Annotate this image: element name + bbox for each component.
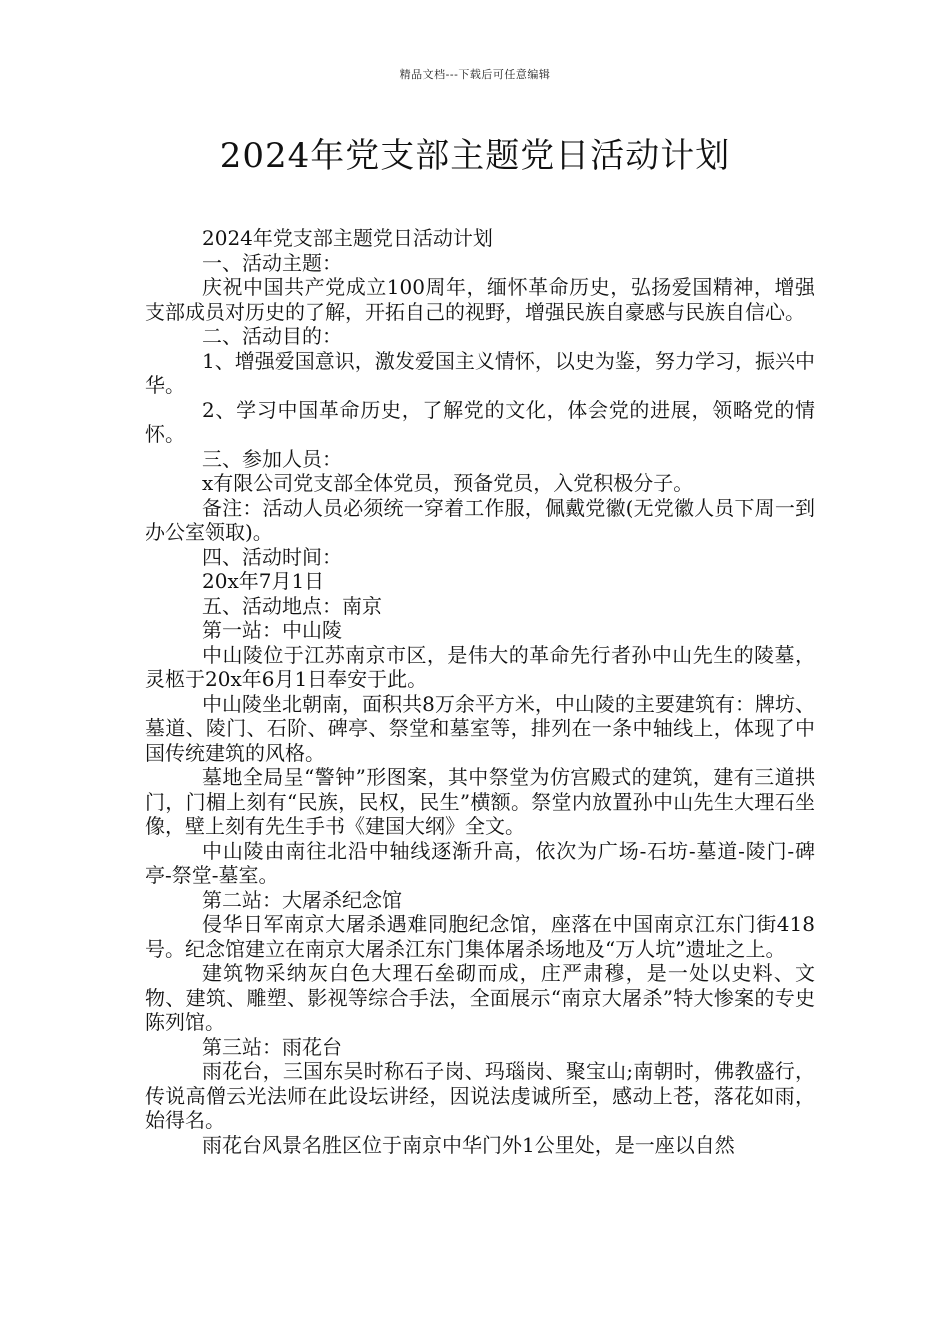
body-paragraph: 庆祝中国共产党成立100周年，缅怀革命历史，弘扬爱国精神，增强支部成员对历史的了解，开拓自己的视野，增强民族自豪感与民族自信心。	[145, 275, 815, 324]
body-paragraph: 侵华日军南京大屠杀遇难同胞纪念馆，座落在中国南京江东门街418号。纪念馆建立在南京大屠杀江东门集体屠杀场地及“万人坑”遗址之上。	[145, 912, 815, 961]
section-heading-purpose: 二、活动目的：	[202, 324, 342, 348]
body-paragraph: 墓地全局呈“警钟”形图案，其中祭堂为仿宫殿式的建筑，建有三道拱门，门楣上刻有“民族，民权，民生”横额。祭堂内放置孙中山先生大理石坐像，壁上刻有先生手书《建国大纲》全文。	[145, 765, 815, 838]
document-title: 2024年党支部主题党日活动计划	[219, 136, 731, 176]
body-paragraph: 1、增强爱国意识，激发爱国主义情怀，以史为鉴，努力学习，振兴中华。	[145, 348, 815, 397]
body-paragraph: 中山陵由南往北沿中轴线逐渐升高，依次为广场-石坊-墓道-陵门-碑亭-祭堂-墓室。	[145, 838, 815, 887]
stop-heading-1: 第一站：中山陵	[202, 618, 342, 642]
body-paragraph: 雨花台风景名胜区位于南京中华门外1公里处，是一座以自然	[202, 1132, 735, 1157]
body-paragraph: 备注：活动人员必须统一穿着工作服，佩戴党徽(无党徽人员下周一到办公室领取)。	[145, 495, 815, 544]
section-heading-time: 四、活动时间：	[202, 544, 342, 569]
body-paragraph: 中山陵位于江苏南京市区，是伟大的革命先行者孙中山先生的陵墓，灵柩于20x年6月1日奉安于此。	[145, 642, 815, 691]
stop-heading-2: 第二站：大屠杀纪念馆	[202, 887, 402, 912]
body-paragraph: 中山陵坐北朝南，面积共8万余平方米，中山陵的主要建筑有：牌坊、墓道、陵门、石阶、碑亭、祭堂和墓室等，排列在一条中轴线上，体现了中国传统建筑的风格。	[145, 691, 815, 765]
body-paragraph: 2、学习中国革命历史，了解党的文化，体会党的进展，领略党的情怀。	[145, 397, 815, 446]
document-body	[145, 226, 815, 1157]
body-paragraph: 2024年党支部主题党日活动计划	[202, 226, 493, 250]
body-paragraph: x有限公司党支部全体党员，预备党员，入党积极分子。	[202, 471, 694, 495]
section-heading-location: 五、活动地点：南京	[202, 593, 382, 618]
stop-heading-3: 第三站：雨花台	[202, 1034, 342, 1059]
section-heading-theme: 一、活动主题：	[202, 250, 342, 275]
body-paragraph: 建筑物采纳灰白色大理石垒砌而成，庄严肃穆，是一处以史料、文物、建筑、雕塑、影视等综合手法，全面展示“南京大屠杀”特大惨案的专史陈列馆。	[145, 961, 815, 1034]
body-paragraph: 雨花台，三国东吴时称石子岗、玛瑙岗、聚宝山;南朝时，佛教盛行，传说高僧云光法师在此设坛讲经，因说法虔诚所至，感动上苍，落花如雨，始得名。	[145, 1059, 815, 1132]
section-heading-participants: 三、参加人员：	[202, 446, 342, 471]
body-paragraph: 20x年7月1日	[202, 569, 325, 593]
header-note: 精品文档---下载后可任意编辑	[399, 68, 551, 81]
